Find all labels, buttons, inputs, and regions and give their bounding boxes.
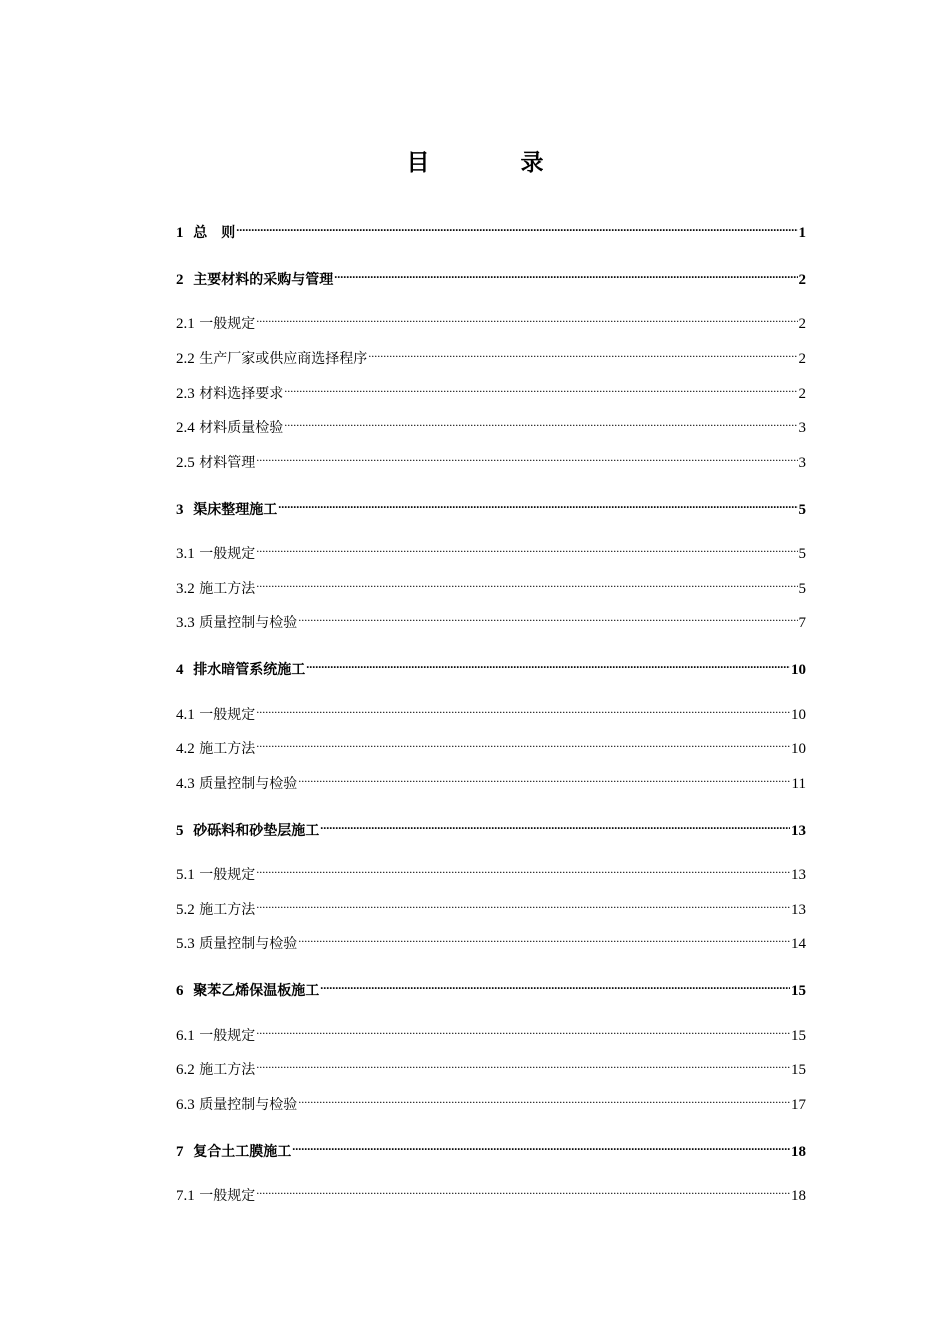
toc-section-entry[interactable]	[176, 926, 806, 952]
toc-entry-text: 一般规定	[199, 1188, 256, 1204]
toc-dot-leader	[306, 652, 790, 674]
toc-dot-leader	[256, 892, 790, 914]
toc-entry-label	[176, 612, 297, 634]
toc-page-number: 13	[791, 867, 806, 883]
toc-section-entry[interactable]	[176, 1178, 806, 1204]
toc-chapter-entry[interactable]	[176, 652, 806, 678]
toc-entry-text: 砂砾料和砂垫层施工	[193, 823, 320, 839]
toc-page-number: 10	[791, 662, 806, 678]
toc-dot-leader	[298, 766, 790, 788]
toc-page-number: 3	[798, 420, 806, 436]
toc-entry-label	[176, 269, 333, 291]
toc-page-number: 10	[791, 707, 806, 723]
toc-entry-label	[176, 417, 283, 439]
toc-entry-number: 3.1	[176, 546, 195, 562]
toc-section-entry[interactable]	[176, 1018, 806, 1044]
toc-section-entry[interactable]	[176, 341, 806, 367]
toc-entry-number: 3.2	[176, 581, 195, 597]
toc-entry-text: 复合土工膜施工	[193, 1144, 292, 1160]
toc-section-entry[interactable]	[176, 536, 806, 562]
toc-entry-number: 5.2	[176, 902, 195, 918]
toc-dot-leader	[236, 215, 797, 237]
toc-entry-separator	[184, 272, 194, 288]
toc-entry-text: 施工方法	[199, 581, 256, 597]
toc-page-number: 2	[798, 386, 806, 402]
toc-entry-text: 生产厂家或供应商选择程序	[199, 351, 368, 367]
toc-page-number: 1	[798, 225, 806, 241]
toc-entry-text: 排水暗管系统施工	[193, 662, 306, 678]
toc-entry-number: 7	[176, 1144, 184, 1160]
toc-section-entry[interactable]	[176, 731, 806, 757]
toc-entry-number: 2.1	[176, 316, 195, 332]
toc-dot-leader	[256, 445, 797, 467]
toc-section-entry[interactable]	[176, 766, 806, 792]
toc-entry-text: 一般规定	[199, 707, 256, 723]
toc-section-entry[interactable]	[176, 306, 806, 332]
toc-chapter-entry[interactable]	[176, 262, 806, 288]
toc-entry-label	[176, 1059, 255, 1081]
toc-page-number: 5	[798, 546, 806, 562]
toc-dot-leader	[292, 1134, 790, 1156]
toc-page-number: 15	[791, 983, 806, 999]
toc-entry-text: 质量控制与检验	[199, 615, 298, 631]
toc-dot-leader	[368, 341, 797, 363]
toc-page-number: 3	[798, 455, 806, 471]
toc-entry-number: 4	[176, 662, 184, 678]
toc-page-number: 5	[798, 581, 806, 597]
toc-entry-number: 5	[176, 823, 184, 839]
toc-entry-number: 2.3	[176, 386, 195, 402]
toc-dot-leader	[320, 813, 790, 835]
toc-entry-separator	[184, 823, 194, 839]
toc-entry-separator	[184, 662, 194, 678]
toc-page-number: 10	[791, 741, 806, 757]
toc-dot-leader	[320, 973, 790, 995]
toc-chapter-entry[interactable]	[176, 492, 806, 518]
toc-entry-text: 一般规定	[199, 867, 256, 883]
toc-section-entry[interactable]	[176, 445, 806, 471]
toc-entry-text: 质量控制与检验	[199, 936, 298, 952]
toc-entry-label	[176, 1025, 255, 1047]
toc-entry-number: 5.3	[176, 936, 195, 952]
toc-section-entry[interactable]	[176, 1052, 806, 1078]
toc-entry-label	[176, 313, 255, 335]
toc-dot-leader	[256, 306, 797, 328]
toc-section-entry[interactable]	[176, 1087, 806, 1113]
toc-entry-label	[176, 1185, 255, 1207]
toc-page-number: 2	[798, 316, 806, 332]
toc-page-number: 11	[791, 776, 806, 792]
toc-entry-number: 2.2	[176, 351, 195, 367]
toc-page-number: 18	[791, 1188, 806, 1204]
toc-entry-separator	[184, 983, 194, 999]
toc-entry-label	[176, 864, 255, 886]
toc-entry-label	[176, 222, 235, 244]
toc-dot-leader	[334, 262, 797, 284]
toc-dot-leader	[256, 536, 797, 558]
toc-entry-label	[176, 383, 283, 405]
toc-entry-label	[176, 452, 255, 474]
toc-page-number: 13	[791, 902, 806, 918]
toc-page-number: 2	[798, 272, 806, 288]
toc-entry-number: 2.4	[176, 420, 195, 436]
toc-entry-text: 材料选择要求	[199, 386, 284, 402]
toc-entry-text: 材料质量检验	[199, 420, 284, 436]
toc-section-entry[interactable]	[176, 892, 806, 918]
toc-title: 目 录	[406, 150, 578, 176]
toc-entry-separator	[184, 225, 194, 241]
toc-dot-leader	[256, 1178, 790, 1200]
toc-section-entry[interactable]	[176, 376, 806, 402]
toc-entry-label	[176, 348, 367, 370]
toc-entry-text: 总 则	[193, 225, 236, 241]
toc-entry-text: 一般规定	[199, 546, 256, 562]
toc-entry-label	[176, 1094, 297, 1116]
toc-entry-text: 一般规定	[199, 1028, 256, 1044]
toc-entry-text: 主要材料的采购与管理	[193, 272, 334, 288]
toc-entry-number: 7.1	[176, 1188, 195, 1204]
toc-dot-leader	[284, 376, 797, 398]
toc-entry-label	[176, 499, 277, 521]
toc-dot-leader	[256, 697, 790, 719]
toc-dot-leader	[298, 605, 797, 627]
toc-entry-number: 1	[176, 225, 184, 241]
toc-chapter-entry[interactable]	[176, 813, 806, 839]
toc-entry-text: 聚苯乙烯保温板施工	[193, 983, 320, 999]
toc-page-number: 18	[791, 1144, 806, 1160]
toc-entry-text: 一般规定	[199, 316, 256, 332]
toc-entry-text: 材料管理	[199, 455, 256, 471]
toc-entry-text: 质量控制与检验	[199, 776, 298, 792]
toc-page-number: 17	[791, 1097, 806, 1113]
toc-chapter-entry[interactable]	[176, 1134, 806, 1160]
toc-dot-leader	[256, 857, 790, 879]
toc-entry-text: 施工方法	[199, 902, 256, 918]
toc-page-number: 5	[798, 502, 806, 518]
toc-entry-label	[176, 820, 319, 842]
toc-page-number: 13	[791, 823, 806, 839]
toc-page-number: 14	[791, 936, 806, 952]
toc-entry-number: 2.5	[176, 455, 195, 471]
toc-entry-number: 6.1	[176, 1028, 195, 1044]
toc-entry-number: 4.3	[176, 776, 195, 792]
toc-dot-leader	[256, 731, 790, 753]
toc-dot-leader	[284, 410, 797, 432]
toc-entry-label	[176, 1141, 291, 1163]
toc-entry-label	[176, 659, 305, 681]
toc-entry-separator	[184, 1144, 194, 1160]
toc-entry-number: 6.2	[176, 1062, 195, 1078]
toc-dot-leader	[256, 1018, 790, 1040]
toc-entry-number: 3	[176, 502, 184, 518]
toc-entry-label	[176, 704, 255, 726]
toc-entry-text: 质量控制与检验	[199, 1097, 298, 1113]
toc-dot-leader	[298, 926, 790, 948]
toc-entry-number: 6	[176, 983, 184, 999]
toc-section-entry[interactable]	[176, 605, 806, 631]
toc-section-entry[interactable]	[176, 697, 806, 723]
toc-entry-number: 5.1	[176, 867, 195, 883]
toc-section-entry[interactable]	[176, 410, 806, 436]
toc-entry-label	[176, 899, 255, 921]
toc-entry-number: 3.3	[176, 615, 195, 631]
toc-entry-label	[176, 773, 297, 795]
toc-entry-text: 施工方法	[199, 741, 256, 757]
toc-entry-label	[176, 980, 319, 1002]
toc-chapter-entry[interactable]	[176, 215, 806, 241]
toc-entry-separator	[184, 502, 194, 518]
toc-dot-leader	[256, 571, 797, 593]
toc-entry-number: 6.3	[176, 1097, 195, 1113]
toc-entry-number: 2	[176, 272, 184, 288]
toc-section-entry[interactable]	[176, 857, 806, 883]
toc-dot-leader	[298, 1087, 790, 1109]
toc-entry-number: 4.1	[176, 707, 195, 723]
toc-page-number: 15	[791, 1028, 806, 1044]
toc-entry-label	[176, 578, 255, 600]
toc-dot-leader	[256, 1052, 790, 1074]
toc-entry-label	[176, 738, 255, 760]
toc-page-number: 2	[798, 351, 806, 367]
toc-entry-text: 施工方法	[199, 1062, 256, 1078]
toc-page-number: 15	[791, 1062, 806, 1078]
toc-entry-text: 渠床整理施工	[193, 502, 278, 518]
toc-section-entry[interactable]	[176, 571, 806, 597]
toc-page-number: 7	[798, 615, 806, 631]
toc-dot-leader	[278, 492, 797, 514]
toc-entry-number: 4.2	[176, 741, 195, 757]
toc-entry-label	[176, 933, 297, 955]
toc-chapter-entry[interactable]	[176, 973, 806, 999]
toc-entry-label	[176, 543, 255, 565]
